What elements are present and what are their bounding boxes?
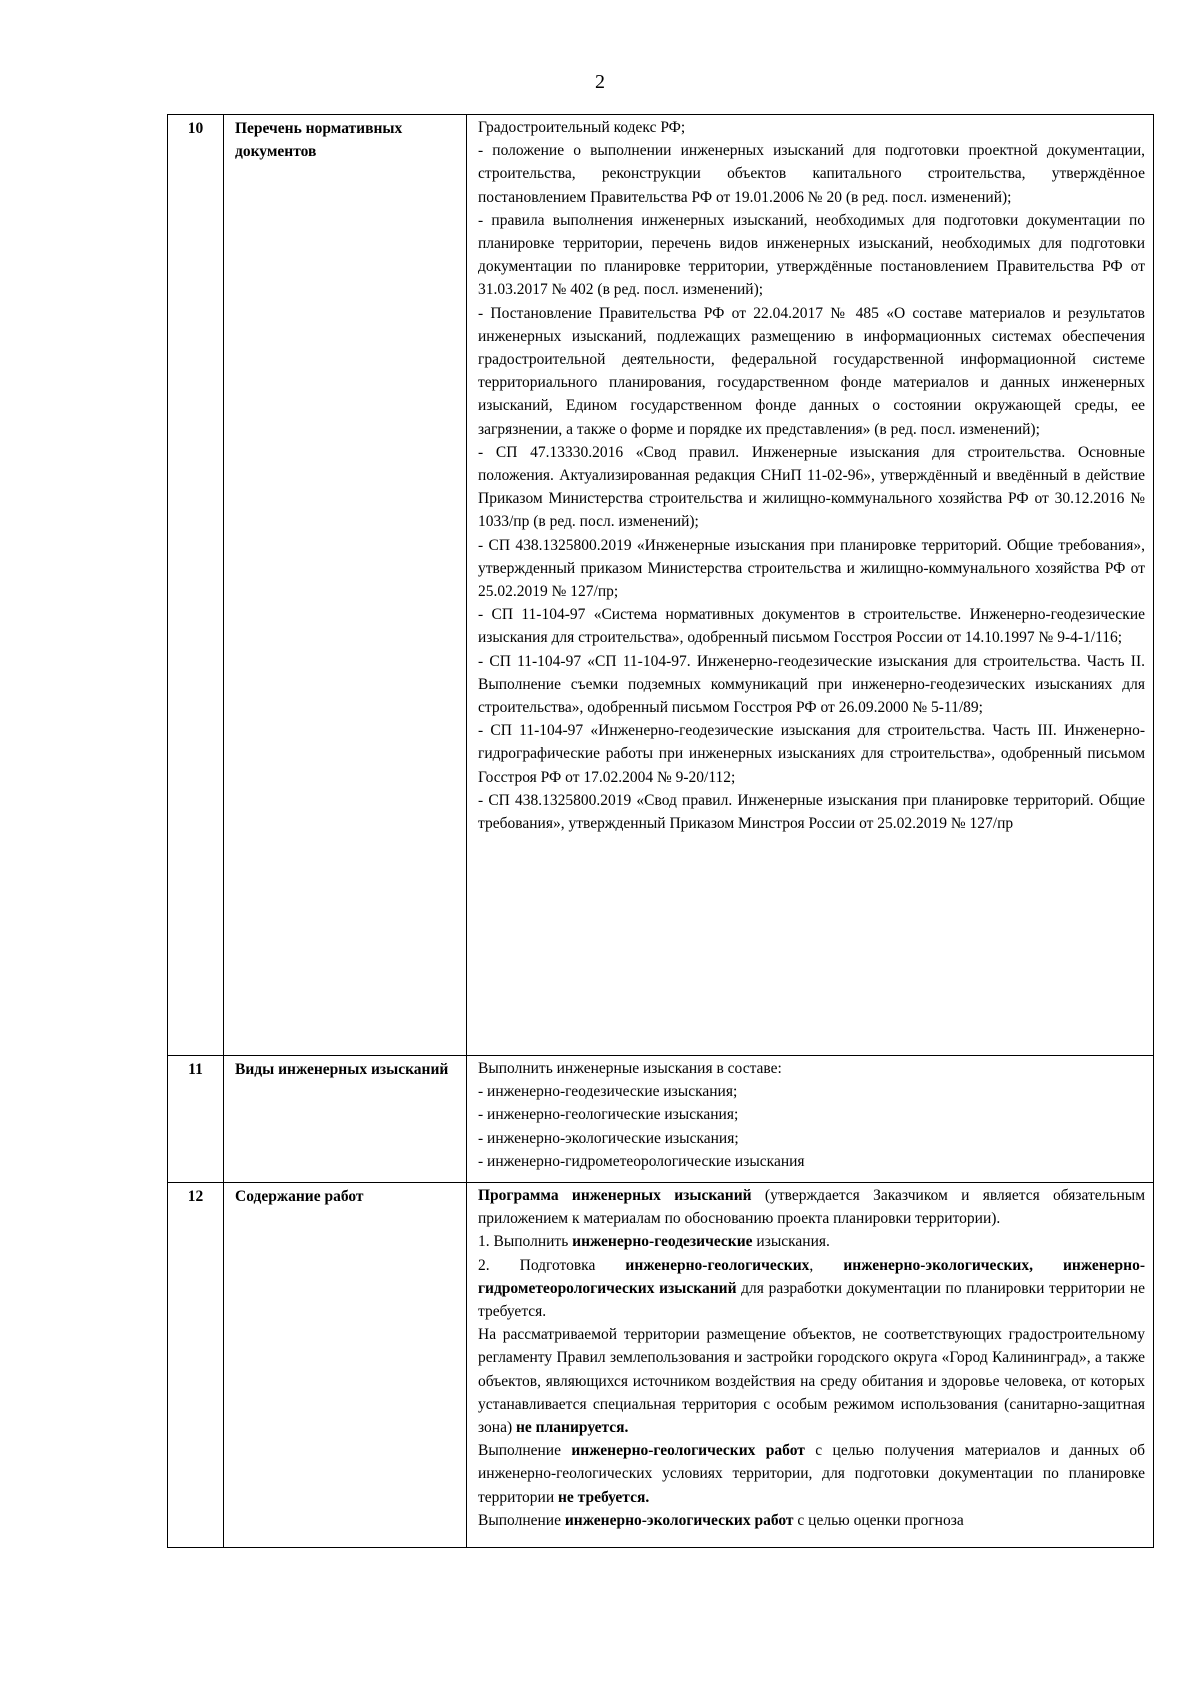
text-run: - СП 11-104-97 «Система нормативных документов в строительстве. Инженерно-геодезические изыскания для строительства», одобренный письмом Госстроя России от 14.10.1997 № 9-4-1/116; (478, 606, 1145, 647)
table-row (168, 115, 1154, 1056)
table-row (168, 1056, 1154, 1183)
text-run: - СП 11-104-97 «СП 11-104-97. Инженерно-геодезические изыскания для строительства. Часть II. Выполнение съемки подземных коммуникаций при инженерно-геодезических изысканиях для строительства», одобренный письмом Госстроя РФ от 26.09.2000 № 5-11/89; (478, 652, 1145, 717)
text-run: для разработки документации по планировки территории не требуется. (478, 1279, 1145, 1321)
bold-text: инженерно-геологических работ (571, 1442, 805, 1460)
content-paragraph (478, 1439, 1145, 1509)
content-paragraph (478, 603, 1145, 649)
text-run: 1. Выполнить (478, 1233, 573, 1251)
bold-text: Программа инженерных изысканий (478, 1187, 752, 1205)
content-paragraph (478, 139, 1145, 209)
text-run: - СП 11-104-97 «Инженерно-геодезические изыскания для строительства. Часть III. Инженерно-гидрографические работы при инженерных изысканиях для строительства», одобренный письмом Госстроя РФ от 17.02.2004 № 9-20/112; (478, 722, 1145, 786)
content-paragraph (478, 1080, 1145, 1103)
content-paragraph (478, 209, 1145, 302)
content-paragraph (478, 1254, 1145, 1324)
content-paragraph (478, 1184, 1145, 1230)
content-paragraph (478, 1103, 1145, 1126)
content-paragraph (478, 1509, 1145, 1532)
bold-text: инженерно-геодезические (572, 1233, 753, 1251)
text-run: (утверждается Заказчиком и является обязательным приложением к материалам по обоснованию проекта планировки территории). (478, 1187, 1146, 1228)
text-run: - инженерно-геологические изыскания; (478, 1106, 739, 1124)
text-run: Выполнить инженерные изыскания в составе: (478, 1060, 782, 1077)
content-paragraph (478, 1150, 1145, 1173)
bold-text: не требуется. (557, 1488, 650, 1506)
row-content (467, 1056, 1154, 1183)
row-title: Содержание работ (224, 1183, 467, 1548)
content-paragraph (478, 1230, 1145, 1253)
content-paragraph (478, 441, 1145, 534)
text-run: , (809, 1256, 844, 1274)
row-content (467, 115, 1154, 1056)
row-title: Виды инженерных изысканий (224, 1056, 467, 1183)
text-run: изыскания. (752, 1233, 830, 1251)
text-run: - СП 438.1325800.2019 «Инженерные изыскания при планировке территорий. Общие требования», утвержденный приказом Министерства строительства и жилищно-коммунального хозяйства РФ от 25.02.2019 № 127/пр; (478, 536, 1145, 601)
text-run: - Постановление Правительства РФ от 22.04.2017 № 485 «О составе материалов и результатов инженерных изысканий, подлежащих размещению в информационных системах обеспечения градостроительной деятельности, федеральной государственной информационной системе территориального планирования, государственном фонде материалов и данных инженерных изысканий, Едином государственном фонде данных о состоянии окружающей среды, ее загрязнении, а также о форме и порядке их представления» (в ред. посл. изменений); (478, 304, 1145, 438)
bold-text: инженерно-экологических работ (564, 1511, 794, 1529)
text-run: - инженерно-гидрометеорологические изыскания (478, 1152, 805, 1170)
requirements-table (167, 114, 1154, 1548)
text-run: - инженерно-геодезические изыскания; (478, 1083, 738, 1101)
text-run: - СП 47.13330.2016 «Свод правил. Инженерные изыскания для строительства. Основные положения. Актуализированная редакция СНиП 11-02-96», утверждённый и введённый в действие Приказом Министерства строительства и жилищно-коммунального хозяйства РФ от 30.12.2016 № 1033/пр (в ред. посл. изменений); (478, 443, 1145, 531)
row-content (467, 1183, 1154, 1548)
content-paragraph (478, 1127, 1145, 1150)
bold-text: инженерно-экологических, инженерно-гидрометеорологических изысканий (478, 1256, 1146, 1297)
text-run: Градостроительный кодекс РФ; (478, 119, 686, 136)
page-number: 2 (595, 71, 605, 93)
row-number: 11 (168, 1056, 224, 1183)
row-number: 10 (168, 115, 224, 1056)
text-run: с целью оценки прогноза (793, 1511, 964, 1529)
content-paragraph (478, 534, 1145, 604)
text-run: - СП 438.1325800.2019 «Свод правил. Инженерные изыскания при планировке территорий. Общие требования», утвержденный Приказом Минстроя России от 25.02.2019 № 127/пр (478, 791, 1145, 833)
text-run: Выполнение (478, 1511, 565, 1529)
text-run: На рассматриваемой территории размещение объектов, не соответствующих градостроительному регламенту Правил землепользования и застройки городского округа «Город Калининград», а также объектов, являющихся источником воздействия на среду обитания и здоровье человека, от которых устанавливается специальная территория с особым режимом использования (санитарно-защитная зона) (478, 1326, 1145, 1437)
text-run: Выполнение (478, 1442, 572, 1460)
content-paragraph (478, 302, 1145, 441)
content-paragraph (478, 1323, 1145, 1439)
table-row (168, 1183, 1154, 1548)
bold-text: не планируется. (516, 1419, 629, 1437)
row-title: Перечень нормативных документов (224, 115, 467, 1056)
content-paragraph (478, 719, 1145, 789)
text-run: 2. Подготовка (478, 1256, 626, 1274)
text-run: с целью получения материалов и данных об инженерно-геологических условиях территории, для подготовки документации по планировке территории (478, 1442, 1145, 1506)
row-number: 12 (168, 1183, 224, 1548)
content-paragraph (478, 1057, 1145, 1080)
text-run: - положение о выполнении инженерных изысканий для подготовки проектной документации, строительства, реконструкции объектов капитального строительства, утверждённое постановлением Правительства РФ от 19.01.2006 № 20 (в ред. посл. изменений); (478, 142, 1145, 206)
text-run: - инженерно-экологические изыскания; (478, 1129, 739, 1147)
text-run: - правила выполнения инженерных изысканий, необходимых для подготовки документации по планировке территории, перечень видов инженерных изысканий, необходимых для подготовки документации по планировке территории, утверждённые постановлением Правительства РФ от 31.03.2017 № 402 (в ред. посл. изменений); (478, 211, 1145, 299)
content-paragraph (478, 650, 1145, 720)
content-paragraph (478, 116, 1145, 139)
bold-text: инженерно-геологических (625, 1256, 810, 1274)
content-paragraph (478, 789, 1145, 835)
